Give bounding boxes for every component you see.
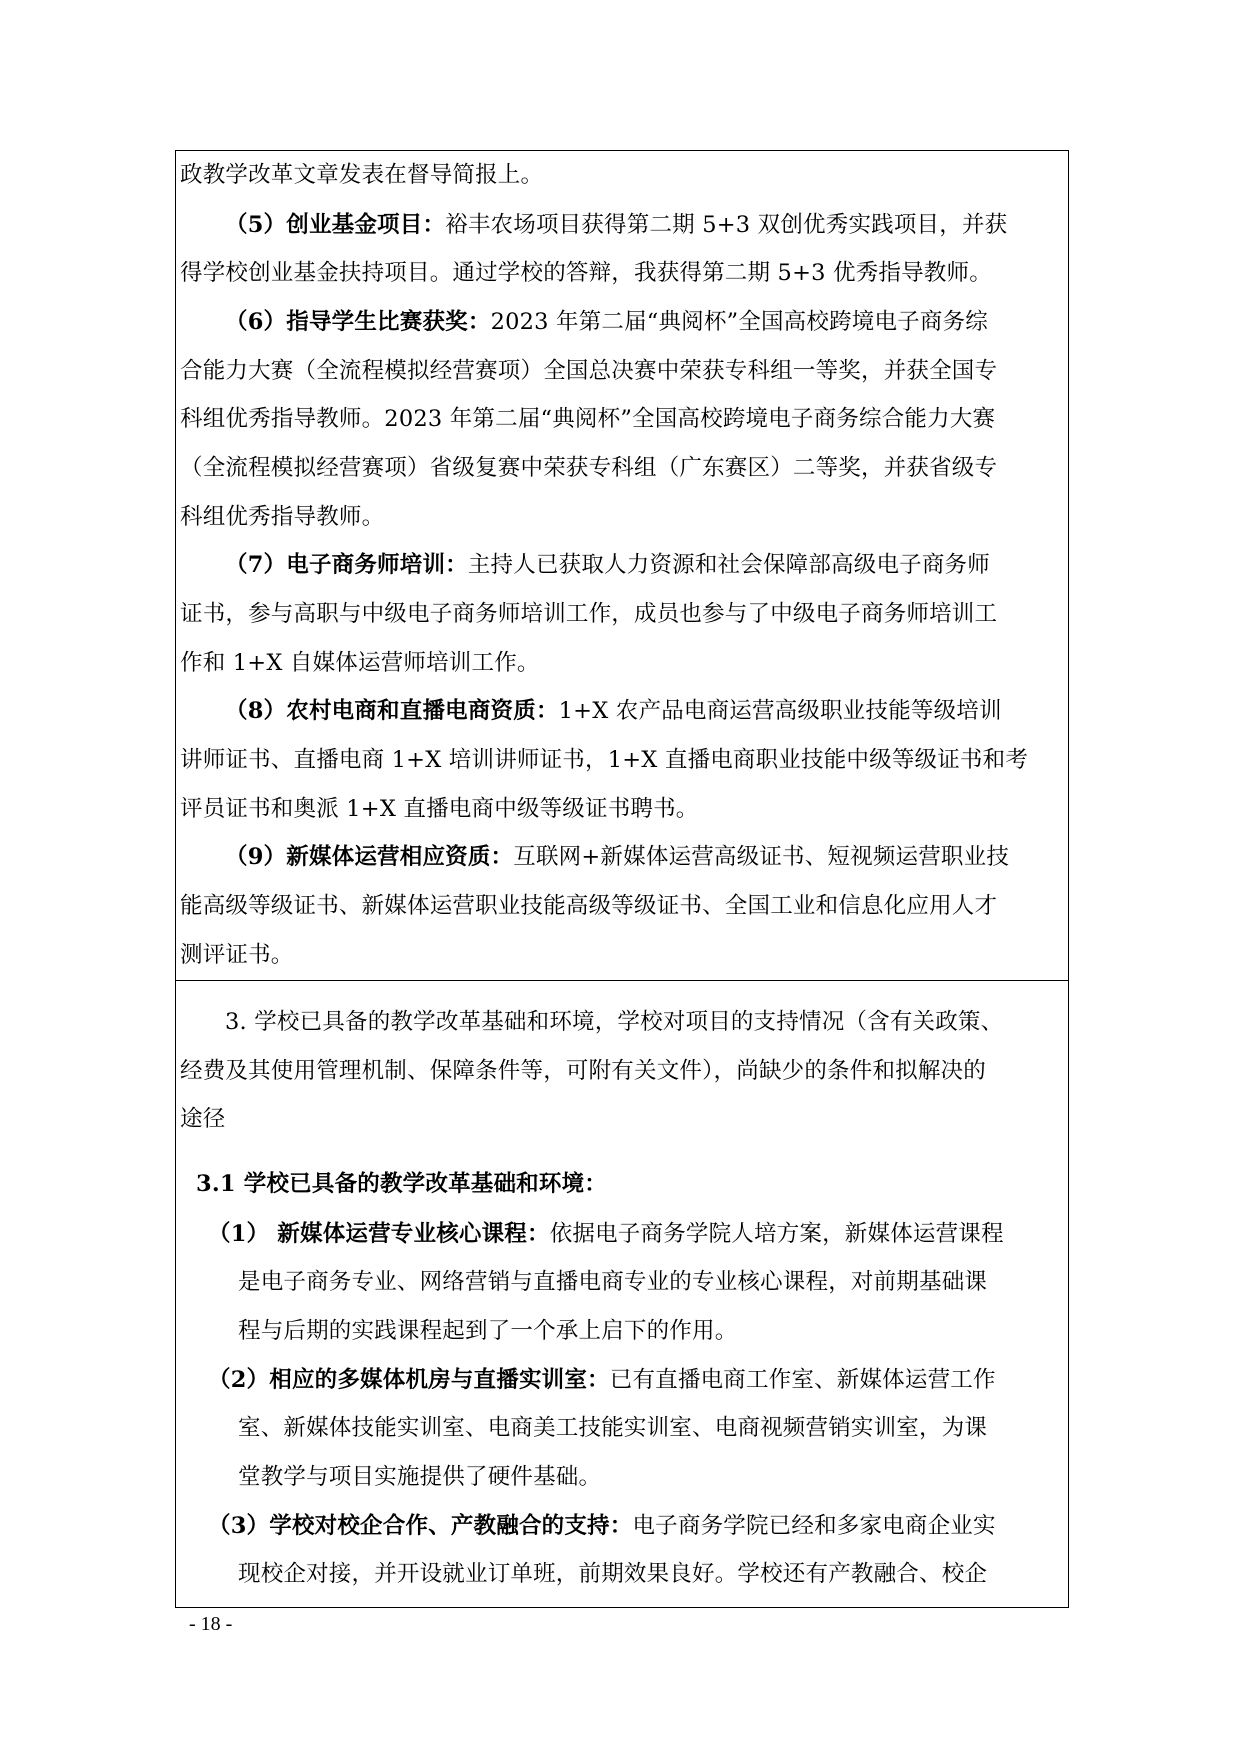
- question-line-3: 途径: [180, 1106, 226, 1132]
- question-line-1: 3. 学校已具备的教学改革基础和环境，学校对项目的支持情况（含有关政策、: [225, 1009, 1004, 1035]
- item-9-line-2: 能高级等级证书、新媒体运营职业技能高级等级证书、全国工业和信息化应用人才: [180, 893, 998, 919]
- item-8-line-2: 讲师证书、直播电商 1+X 培训讲师证书，1+X 直播电商职业技能中级等级证书和考: [180, 747, 1029, 773]
- item-9-label: （9）新媒体运营相应资质：: [225, 844, 514, 870]
- text-line: 政教学改革文章发表在督导简报上。: [180, 162, 544, 188]
- basis-1-line-2: 是电子商务专业、网络营销与直播电商专业的专业核心课程，对前期基础课: [238, 1269, 988, 1295]
- item-9-text: 互联网+新媒体运营高级证书、短视频运营职业技: [513, 844, 1010, 870]
- item-6-line-2: 合能力大赛（全流程模拟经营赛项）全国总决赛中荣获专科组一等奖，并获全国专: [180, 358, 998, 384]
- item-9-line-1: [225, 842, 1009, 872]
- basis-2-label: （2）相应的多媒体机房与直播实训室：: [208, 1367, 610, 1393]
- item-6-text: 2023 年第二届“典阅杯”全国高校跨境电子商务综: [490, 309, 988, 335]
- item-5-line-2: 得学校创业基金扶持项目。通过学校的答辩，我获得第二期 5+3 优秀指导教师。: [180, 260, 992, 286]
- basis-1-label: （1） 新媒体运营专业核心课程：: [208, 1221, 550, 1247]
- item-7-text: 主持人已获取人力资源和社会保障部高级电子商务师: [467, 552, 990, 578]
- item-8-line-3: 评员证书和奥派 1+X 直播电商中级等级证书聘书。: [180, 796, 699, 822]
- basis-3-line-2: 现校企对接，并开设就业订单班，前期效果良好。学校还有产教融合、校企: [238, 1561, 988, 1587]
- basis-2-line-3: 堂教学与项目实施提供了硬件基础。: [238, 1464, 602, 1490]
- item-8-label: （8）农村电商和直播电商资质：: [225, 698, 559, 724]
- section-heading-3-1: 3.1 学校已具备的教学改革基础和环境：: [196, 1171, 607, 1197]
- question-line-2: 经费及其使用管理机制、保障条件等，可附有关文件），尚缺少的条件和拟解决的: [180, 1058, 986, 1084]
- basis-2-line-1: [208, 1365, 996, 1395]
- basis-1-line-1: [208, 1219, 1004, 1249]
- item-7-label: （7）电子商务师培训：: [225, 552, 468, 578]
- item-9-line-3: 测评证书。: [180, 942, 294, 968]
- basis-1-line-3: 程与后期的实践课程起到了一个承上启下的作用。: [238, 1318, 738, 1344]
- item-5-line-1: [225, 210, 1007, 240]
- item-7-line-3: 作和 1+X 自媒体运营师培训工作。: [180, 650, 540, 676]
- item-6-line-4: （全流程模拟经营赛项）省级复赛中荣获专科组（广东赛区）二等奖，并获省级专: [180, 455, 998, 481]
- item-5-label: （5）创业基金项目：: [225, 212, 446, 238]
- item-5-text: 裕丰农场项目获得第二期 5+3 双创优秀实践项目，并获: [445, 212, 1008, 238]
- basis-2-text: 已有直播电商工作室、新媒体运营工作: [609, 1367, 996, 1393]
- item-8-line-1: [225, 696, 1002, 726]
- basis-3-label: （3）学校对校企合作、产教融合的支持：: [208, 1513, 633, 1539]
- item-7-line-2: 证书，参与高职与中级电子商务师培训工作，成员也参与了中级电子商务师培训工: [180, 601, 998, 627]
- basis-3-text: 电子商务学院已经和多家电商企业实: [632, 1513, 996, 1539]
- table-row-divider: [176, 980, 1068, 981]
- item-6-label: （6）指导学生比赛获奖：: [225, 309, 491, 335]
- basis-3-line-1: [208, 1511, 996, 1541]
- item-6-line-1: [225, 307, 988, 337]
- item-7-line-1: [225, 550, 990, 580]
- item-6-line-5: 科组优秀指导教师。: [180, 504, 385, 530]
- item-6-line-3: 科组优秀指导教师。2023 年第二届“典阅杯”全国高校跨境电子商务综合能力大赛: [180, 406, 996, 432]
- basis-2-line-2: 室、新媒体技能实训室、电商美工技能实训室、电商视频营销实训室，为课: [238, 1415, 988, 1441]
- page-number: - 18 -: [189, 1613, 233, 1635]
- item-8-text: 1+X 农产品电商运营高级职业技能等级培训: [558, 698, 1002, 724]
- basis-1-text: 依据电子商务学院人培方案，新媒体运营课程: [549, 1221, 1004, 1247]
